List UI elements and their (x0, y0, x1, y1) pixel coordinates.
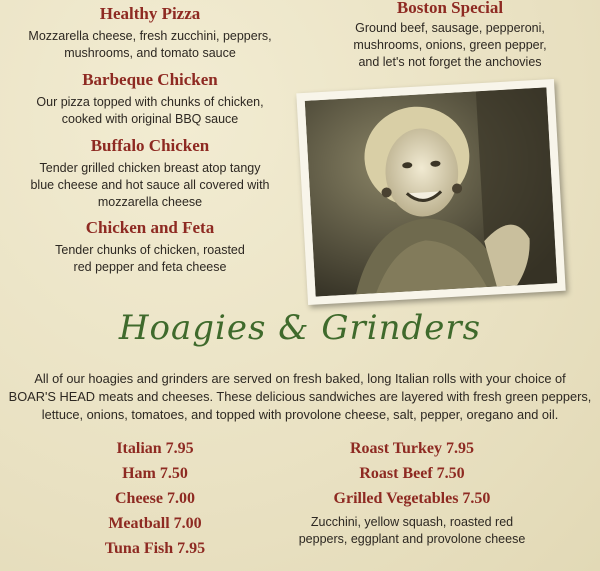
pizza-title-buffalo: Buffalo Chicken (90, 136, 210, 155)
pizza-desc-bbq: Our pizza topped with chunks of chicken, cooked with original BBQ sauce (36, 95, 264, 126)
sandwich-cheese: Cheese 7.00 (115, 490, 195, 507)
sandwich-grilled-vegetables: Grilled Vegetables 7.50 (333, 490, 491, 507)
section-heading-hoagies: Hoagies & Grinders (118, 308, 482, 348)
pizza-desc-chicken-feta: Tender chunks of chicken, roasted red pepper and feta cheese (55, 243, 245, 274)
woman-smiling-photo-icon (305, 87, 558, 296)
sandwich-italian: Italian 7.95 (116, 440, 194, 457)
pizza-title-boston: Boston Special (396, 0, 504, 17)
sandwich-roast-beef: Roast Beef 7.50 (359, 465, 465, 482)
pizza-title-chicken-feta: Chicken and Feta (85, 218, 215, 237)
customer-photo (296, 79, 565, 305)
sandwich-roast-turkey: Roast Turkey 7.95 (349, 440, 475, 457)
pizza-desc-buffalo: Tender grilled chicken breast atop tangy blue cheese and hot sauce all covered with mozzarella cheese (30, 161, 270, 209)
sandwich-tuna-fish: Tuna Fish 7.95 (104, 540, 206, 557)
section-intro: All of our hoagies and grinders are served on fresh baked, long Italian rolls with your choice of BOAR'S HEAD meats and cheeses. These delicious sandwiches are layered with fresh green peppers, lettuce, onions, tomatoes, and topped with provolone cheese, salt, pepper, oregano and oil. (8, 371, 592, 422)
grilled-vegetables-desc: Zucchini, yellow squash, roasted red peppers, eggplant and provolone cheese (298, 515, 526, 546)
pizza-title-healthy: Healthy Pizza (99, 4, 201, 23)
pizza-desc-healthy: Mozzarella cheese, fresh zucchini, peppers, mushrooms, and tomato sauce (28, 29, 272, 60)
sandwich-meatball: Meatball 7.00 (108, 515, 202, 532)
pizza-title-bbq: Barbeque Chicken (82, 70, 218, 89)
sandwich-ham: Ham 7.50 (122, 465, 188, 482)
pizza-desc-boston: Ground beef, sausage, pepperoni, mushrooms, onions, green pepper, and let's not forget the anchovies (353, 21, 547, 69)
